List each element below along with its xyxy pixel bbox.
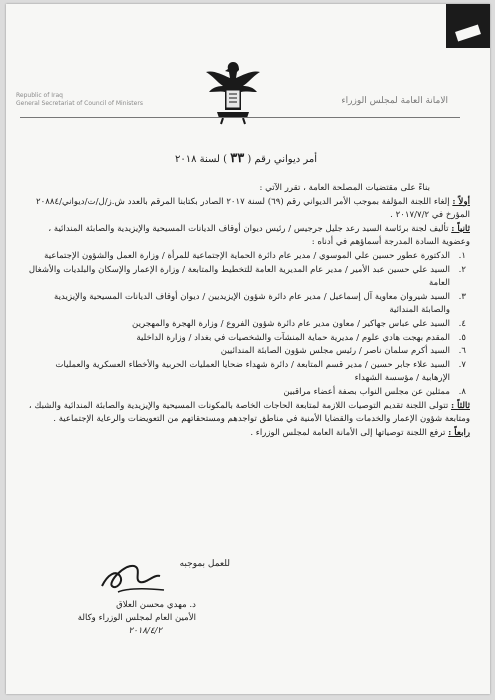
- clause-second: [28, 223, 470, 250]
- list-item: [28, 250, 470, 264]
- list-item-number: ٨.: [458, 386, 466, 397]
- signatory-title: الأمين العام لمجلس الوزراء وكالة: [77, 613, 196, 623]
- signature-date: ٢٠١٨/٤/٢: [128, 626, 162, 636]
- header-english-line: Republic of Iraq: [16, 92, 63, 99]
- list-item-text: السيد علي عباس جهاكير / معاون مدير عام دائرة شؤون الفروع / وزارة الهجرة والمهجرين: [132, 318, 450, 329]
- list-item-text: الدكتورة عطور حسين علي الموسوي / مدير عام دائرة الحماية الإجتماعية للمرأة / وزارة العمل والشؤون الإجتماعية: [44, 250, 450, 261]
- clause-third: [28, 400, 470, 427]
- signature-icon: [94, 552, 174, 600]
- clause-label: ثالثاً :: [450, 400, 470, 411]
- list-item: [28, 359, 470, 386]
- clause-fourth: [28, 427, 470, 441]
- list-item: [28, 345, 470, 359]
- document-body: [28, 182, 470, 440]
- list-item-number: ٤.: [458, 318, 466, 329]
- clause-first: [28, 196, 470, 223]
- iraq-eagle-emblem-icon: [203, 56, 263, 126]
- list-item-number: ٣.: [458, 291, 466, 302]
- signatory-name: د. مهدي محسن العلاق: [116, 600, 196, 610]
- header-english-line: General Secretariat of Council of Ministers: [16, 100, 143, 107]
- document-page: [6, 4, 490, 694]
- list-item-text: السيد شيروان معاوية آل إسماعيل / مدير عام دائرة شؤون الإيزيديين / ديوان أوقاف الديانات المسيحية والإيزيدية والصابئة المندائية: [54, 291, 450, 316]
- clause-text: ترفع اللجنة توصياتها إلى الأمانة العامة لمجلس الوزراء .: [250, 427, 446, 438]
- list-item: [28, 318, 470, 332]
- list-item-number: ٦.: [458, 346, 466, 357]
- list-item: [28, 291, 470, 318]
- list-item-number: ٧.: [458, 359, 466, 370]
- header-arabic-text: الأمانة العامة لمجلس الوزراء: [341, 96, 448, 106]
- clause-text: تأليف لجنة برئاسة السيد رعد جليل جرجيس / رئيس ديوان أوقاف الديانات المسيحية والإيزيدية والصابئة المندائية ، وعضوية السادة المدرجة أسماؤهم في أدناه :: [48, 223, 470, 248]
- list-item-text: السيد أكرم سلمان ناصر / رئيس مجلس شؤون الصابئة المندائيين: [220, 346, 450, 357]
- header-divider: [20, 117, 460, 118]
- list-item-number: ١.: [458, 250, 466, 261]
- list-item-text: ممثلين عن مجلس النواب بصفة أعضاء مراقبين: [283, 386, 450, 397]
- order-prefix: أمر ديواني رقم (: [247, 154, 318, 165]
- clause-text: إلغاء اللجنة المؤلفة بموجب الأمر الديواني رقم (٦٩) لسنة ٢٠١٧ الصادر بكتابنا المرقم بالعدد ش.ز/ل/ت/ديواني/٢٠٨٨٤ المؤرخ في ٢٠١٧/٧/٢ .: [36, 196, 470, 221]
- list-item-number: ٥.: [458, 332, 466, 343]
- list-item-text: السيد علي حسين عبد الأمير / مدير عام المديرية العامة للتخطيط والمتابعة / وزارة الإعمار والإسكان والبلديات والأشغال العامة: [28, 264, 450, 289]
- list-item-text: السيد علاء جابر حسين / مدير قسم المتابعة / دائرة شهداء ضحايا العمليات الحربية والأخطاء العسكرية والعمليات الإرهابية / مؤسسة الشهداء: [55, 359, 450, 384]
- clause-label: ثانياً :: [451, 223, 470, 234]
- corner-stamp: [446, 4, 490, 48]
- order-number: ٣٣: [230, 151, 245, 166]
- list-item: [28, 332, 470, 346]
- order-number-line: [126, 151, 366, 166]
- committee-members-list: [28, 250, 470, 400]
- clause-label: أولاً :: [452, 196, 470, 207]
- order-suffix: ) لسنة ٢٠١٨: [174, 154, 228, 165]
- clause-label: رابعاً :: [448, 427, 470, 438]
- intro-text: بناءً على مقتضيات المصلحة العامة ، تقرر الآتي :: [259, 183, 430, 193]
- list-item-number: ٢.: [458, 264, 466, 275]
- list-item: [28, 386, 470, 400]
- header-english-text: [16, 92, 146, 108]
- list-item: [28, 264, 470, 291]
- signatory-block: [66, 599, 196, 638]
- list-item-text: المقدم بهجت هادي علوم / مديرية حماية المنشآت والشخصيات في بغداد / وزارة الداخلية: [136, 332, 450, 343]
- clause-text: تتولى اللجنة تقديم التوصيات اللازمة لمتابعة الحاجات الخاصة بالمكونات المسيحية والإيزيدية والصابئة المندائية والشبك ، ومتابعة شؤون الإعمار والخدمات والقضايا الأمنية في مناطق تواجدهم ومستحقاتهم من التعويضات والرعاية الإجتماعية .: [28, 400, 470, 425]
- closing-phrase: للعمل بموجبه: [179, 559, 230, 569]
